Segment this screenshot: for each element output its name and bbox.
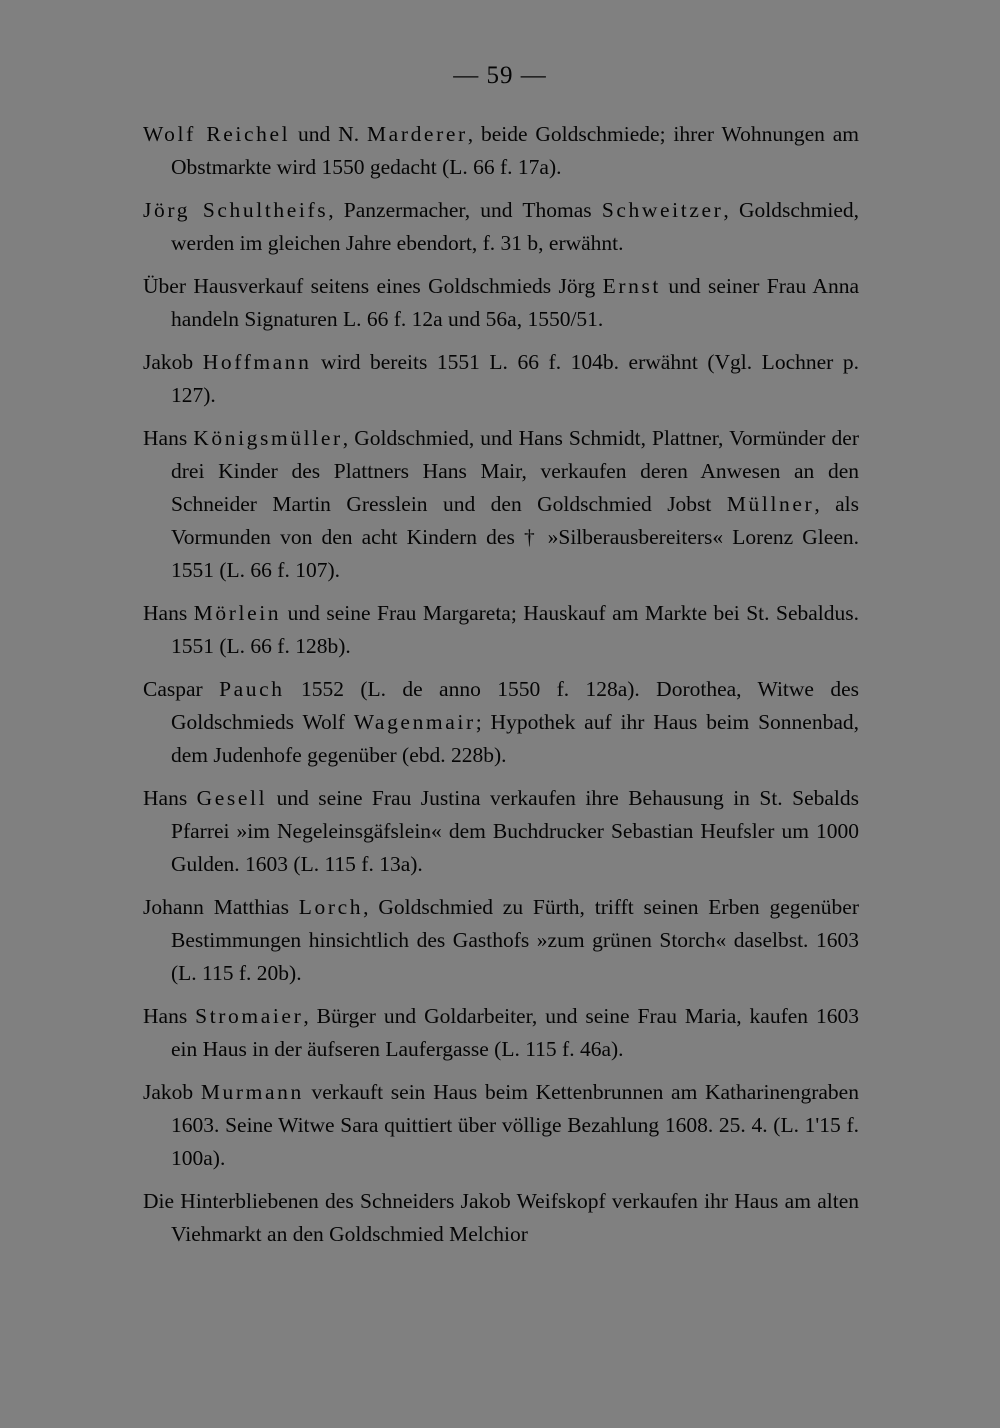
entry-koenigsmueller-muellner [143, 422, 859, 587]
entry-text: , Panzermacher, und Thomas [328, 198, 602, 222]
goldsmith-name: Ernst [602, 274, 661, 298]
entry-text: , Bürger und Goldarbeiter, und seine Frau Maria, kaufen 1603 ein Haus in der äufseren Laufergasse (L. 115 f. 46a). [171, 1004, 860, 1061]
goldsmith-name: Königsmüller [193, 426, 343, 450]
entry-text: und seiner Frau Anna handeln Signaturen L. 66 f. 12a und 56a, 1550/51. [171, 274, 859, 331]
entry-weifskopf [143, 1185, 859, 1251]
entry-hoffmann [143, 346, 859, 412]
entry-reichel-marderer [143, 118, 859, 184]
entry-text: und seine Frau Justina verkaufen ihre Behausung in St. Sebalds Pfarrei »im Negeleinsgäfslein« dem Buchdrucker Sebastian Heufsler um 1000 Gulden. 1603 (L. 115 f. 13a). [171, 786, 860, 876]
goldsmith-name: Pauch [219, 677, 285, 701]
goldsmith-name: Stromaier [195, 1004, 304, 1028]
entry-text: , als Vormunden von den acht Kindern des † »Silberausbereiters« Lorenz Gleen. 1551 (L. 66 f. 107). [171, 492, 859, 582]
entry-text: und seine Frau Margareta; Hauskauf am Markte bei St. Sebaldus. 1551 (L. 66 f. 128b). [171, 601, 859, 658]
goldsmith-name: Müllner [726, 492, 815, 516]
goldsmith-name: Hoffmann [202, 350, 312, 374]
entry-text: Hans [143, 1004, 196, 1028]
entry-text: Jakob [143, 1080, 201, 1104]
entry-text: verkauft sein Haus beim Kettenbrunnen am Katharinengraben 1603. Seine Witwe Sara quittiert über völlige Bezahlung 1608. 25. 4. (L. 1'15 f. 100a). [171, 1080, 859, 1170]
entry-pauch-wagenmair [143, 673, 859, 772]
goldsmith-name: Mörlein [193, 601, 282, 625]
entry-text: Caspar [143, 677, 220, 701]
goldsmith-name: Murmann [200, 1080, 304, 1104]
entry-list [143, 118, 859, 1261]
entry-text: , Goldschmied, werden im gleichen Jahre ebendort, f. 31 b, erwähnt. [171, 198, 859, 255]
goldsmith-name: Jörg Schultheifs [143, 198, 329, 222]
entry-moerlein [143, 597, 859, 663]
entry-text: , Goldschmied zu Fürth, trifft seinen Erben gegenüber Bestimmungen hinsichtlich des Gasthofs »zum grünen Storch« daselbst. 1603 (L. 115 f. 20b). [171, 895, 859, 985]
entry-text: , Goldschmied, und Hans Schmidt, Plattner, Vormünder der drei Kinder des Plattners Hans Mair, verkaufen deren Anwesen an den Schneider Martin Gresslein und den Goldschmied Jobst [171, 426, 860, 516]
goldsmith-name: Lorch [298, 895, 364, 919]
entry-text: Über Hausverkauf seitens eines Goldschmieds Jörg [143, 274, 603, 298]
goldsmith-name: Wolf Reichel [143, 122, 291, 146]
entry-text: Die Hinterbliebenen des Schneiders Jakob Weifskopf verkaufen ihr Haus am alten Viehmarkt an den Goldschmied Melchior [143, 1189, 859, 1246]
entry-text: Hans [143, 426, 194, 450]
entry-text: Jakob [143, 350, 203, 374]
goldsmith-name: Schweitzer [601, 198, 724, 222]
entry-text: wird bereits 1551 L. 66 f. 104b. erwähnt (Vgl. Lochner p. 127). [171, 350, 859, 407]
page-number: — 59 — [453, 62, 547, 89]
entry-ernst [143, 270, 859, 336]
entry-text: , beide Goldschmiede; ihrer Wohnungen am Obstmarkte wird 1550 gedacht (L. 66 f. 17a). [171, 122, 859, 179]
goldsmith-name: Gesell [196, 786, 268, 810]
entry-text: und N. [290, 122, 367, 146]
entry-text: ; Hypothek auf ihr Haus beim Sonnenbad, dem Judenhofe gegenüber (ebd. 228b). [171, 710, 859, 767]
entry-lorch [143, 891, 859, 990]
entry-gesell [143, 782, 859, 881]
entry-text: Hans [143, 786, 197, 810]
entry-murmann [143, 1076, 859, 1175]
goldsmith-name: Wagenmair [353, 710, 476, 734]
entry-text: 1552 (L. de anno 1550 f. 128a). Dorothea, Witwe des Goldschmieds Wolf [171, 677, 859, 734]
goldsmith-name: Marderer [366, 122, 468, 146]
entry-stromaier [143, 1000, 859, 1066]
entry-text: Hans [143, 601, 194, 625]
entry-schultheifs-schweitzer [143, 194, 859, 260]
entry-text: Johann Matthias [143, 895, 299, 919]
